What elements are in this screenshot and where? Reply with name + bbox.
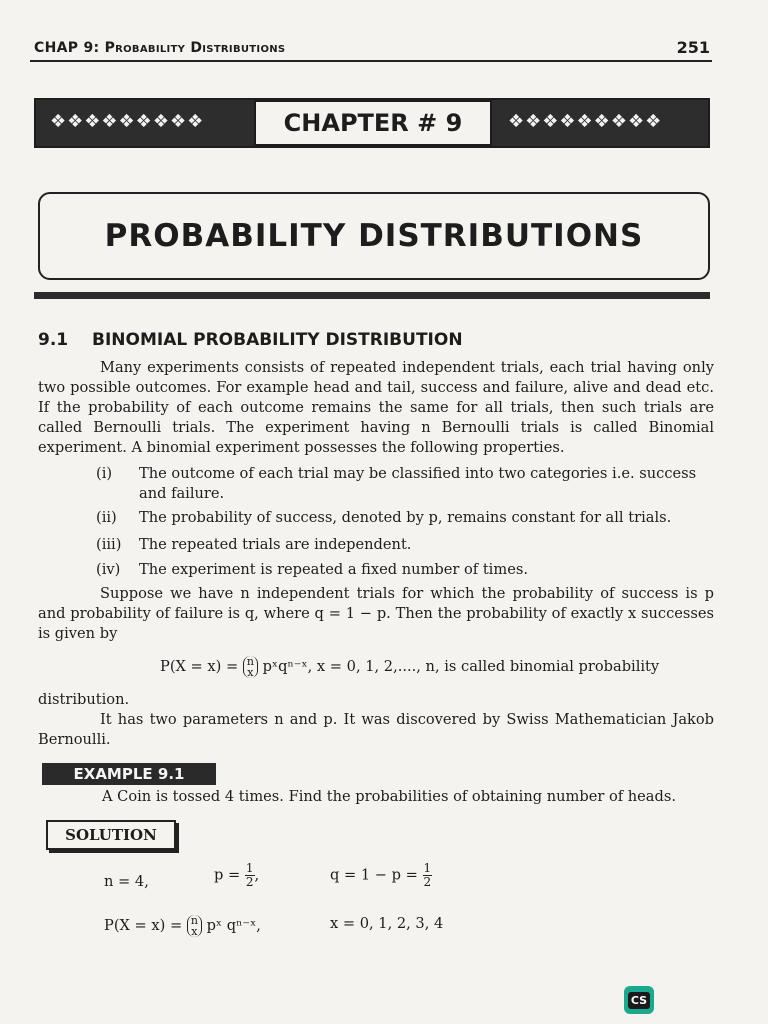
header-rule <box>30 60 712 62</box>
pmf-top: n <box>190 914 198 927</box>
title-divider <box>34 292 710 299</box>
chapter-label: CHAPTER # 9 <box>254 100 492 146</box>
binom-bottom: x <box>247 666 254 679</box>
section-number: 9.1 <box>38 330 69 350</box>
property-item <box>96 508 712 528</box>
formula-rhs: pˣqⁿ⁻ˣ, x = 0, 1, 2,...., n, is called binomial probability <box>257 658 660 675</box>
pmf-binomial <box>187 915 202 937</box>
formula-lhs: P(X = x) = <box>160 658 243 675</box>
camscanner-logo-icon <box>624 986 654 1014</box>
intro-paragraph: Many experiments consists of repeated independent trials, each trial having only two possible outcomes. For example head and tail, success and failure, alive and dead etc. If the probability of each outcome remains the same for all trials, then such trials are called Bernoulli trials. The experiment having n Bernoulli trials is called Binomial experiment. A binomial experiment possesses the following properties. <box>38 359 714 456</box>
p-fraction <box>245 862 255 889</box>
diamond-ornament-right: ❖❖❖❖❖❖❖❖❖ <box>508 111 663 132</box>
suppose-paragraph: Suppose we have n independent trials for which the probability of success is p and probability of failure is q, where q = 1 − p. Then the probability of exactly x successes is given by <box>38 585 714 642</box>
diamond-ornament-left: ❖❖❖❖❖❖❖❖❖ <box>50 111 205 132</box>
property-text: The repeated trials are independent. <box>139 536 412 553</box>
pmf-bottom: x <box>191 925 198 938</box>
badge-text: CS <box>628 992 650 1009</box>
chapter-title: PROBABILITY DISTRIBUTIONS <box>38 192 710 280</box>
running-header <box>34 38 710 62</box>
property-marker: (ii) <box>96 509 117 526</box>
section-heading <box>38 330 463 350</box>
property-marker: (iii) <box>96 536 122 553</box>
n-equation: n = 4, <box>104 873 149 890</box>
q-denominator: 2 <box>423 875 432 889</box>
chapter-band <box>34 98 710 148</box>
q-numerator: 1 <box>423 861 432 875</box>
parameters-paragraph: It has two parameters n and p. It was discovered by Swiss Mathematician Jakob Bernoulli. <box>38 711 714 748</box>
p-denominator: 2 <box>245 875 254 889</box>
binomial-coefficient <box>243 656 258 678</box>
pmf-rhs: pˣ qⁿ⁻ˣ, <box>201 917 261 934</box>
p-equation <box>214 862 259 889</box>
property-item <box>96 560 712 580</box>
x-values: x = 0, 1, 2, 3, 4 <box>330 915 444 932</box>
binom-top: n <box>246 655 254 668</box>
pmf-lhs: P(X = x) = <box>104 917 187 934</box>
page-number: 251 <box>676 38 710 57</box>
example-label: EXAMPLE 9.1 <box>42 763 216 785</box>
p-lhs: p = <box>214 866 245 884</box>
q-fraction <box>423 862 433 889</box>
formula-tail: distribution. <box>38 691 130 708</box>
property-marker: (i) <box>96 465 113 482</box>
property-text: The experiment is repeated a fixed number of times. <box>139 561 528 578</box>
p-numerator: 1 <box>245 861 254 875</box>
property-item <box>96 464 712 504</box>
binomial-formula <box>160 656 659 678</box>
solution-label: SOLUTION <box>46 820 176 850</box>
q-equation <box>330 862 432 889</box>
section-title: BINOMIAL PROBABILITY DISTRIBUTION <box>92 330 463 350</box>
q-lhs: q = 1 − p = <box>330 866 423 884</box>
example-statement: A Coin is tossed 4 times. Find the probabilities of obtaining number of heads. <box>102 788 676 805</box>
p-comma: , <box>254 866 260 884</box>
running-title: CHAP 9: Probability Distributions <box>34 40 286 56</box>
property-item <box>96 535 712 555</box>
property-text: The probability of success, denoted by p, remains constant for all trials. <box>139 509 672 526</box>
property-text: The outcome of each trial may be classified into two categories i.e. success and failure. <box>139 465 697 502</box>
pmf-equation <box>104 915 261 937</box>
property-marker: (iv) <box>96 561 121 578</box>
